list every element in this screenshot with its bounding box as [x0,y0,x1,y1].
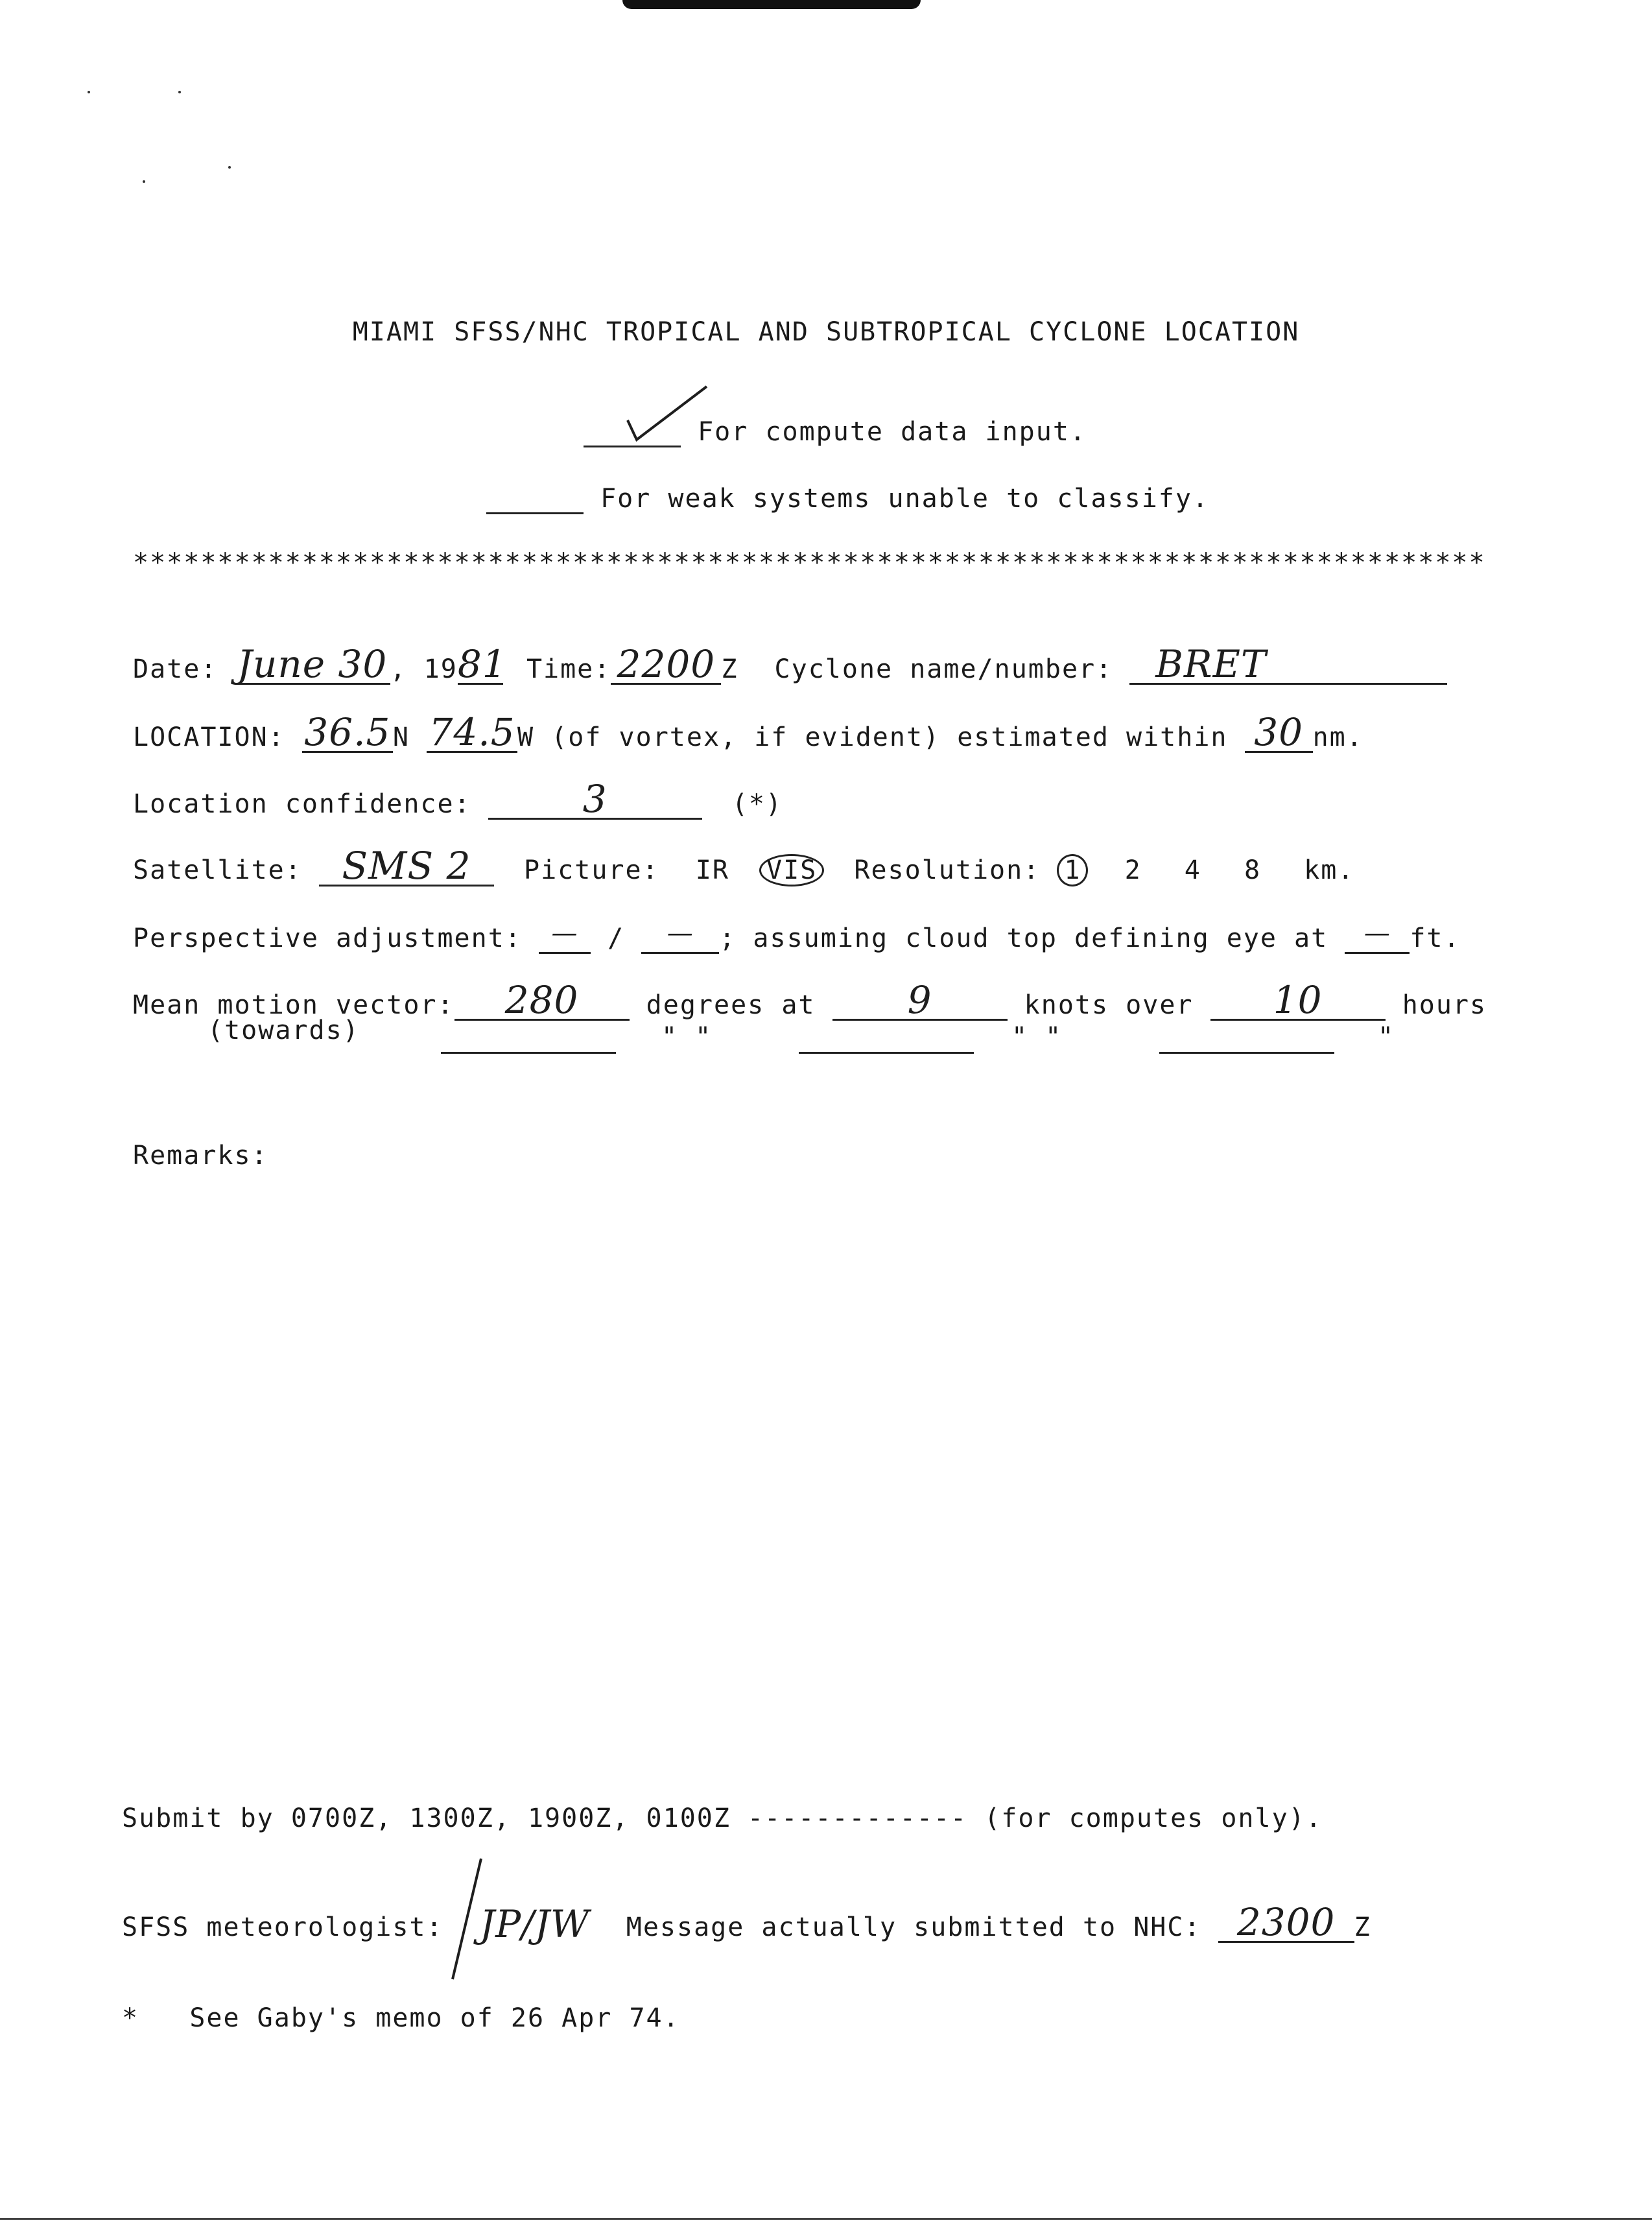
time-label: Time: [526,654,611,684]
perspective-value-1: — [539,914,591,954]
message-time-suffix: Z [1354,1912,1371,1942]
scan-speck [178,91,181,93]
motion-label: Mean motion vector: [133,990,454,1020]
date-label: Date: [133,654,218,684]
date-time-row [133,642,1447,686]
perspective-text: ; assuming cloud top defining eye at [719,923,1328,953]
cyclone-value: BRET [1129,645,1447,685]
weak-option-row [486,483,1209,514]
scan-speck [143,180,145,183]
ditto-degrees: " " [661,1022,713,1052]
signature-slash-mark [447,1855,486,1984]
towards-knots-blank [799,1023,974,1054]
resolution-unit: km. [1304,855,1355,885]
hours-label: hours [1402,990,1487,1020]
weak-option-label: For weak systems unable to classify. [600,484,1210,514]
ditto-knots: " " [1011,1022,1063,1052]
longitude-suffix: W [517,722,535,752]
resolution-8: 8 [1244,855,1262,885]
compute-option-label: For compute data input. [698,417,1087,447]
motion-hours-value: 10 [1210,981,1386,1021]
date-value: June 30 [235,645,390,685]
confidence-row [133,777,783,821]
within-value: 30 [1245,713,1313,753]
resolution-2: 2 [1124,855,1142,885]
within-unit: nm. [1312,722,1363,752]
picture-ir: IR [695,855,729,885]
resolution-4: 4 [1184,855,1201,885]
motion-degrees-value: 280 [454,981,630,1021]
message-label: Message actually submitted to NHC: [626,1912,1201,1942]
eye-height-unit: ft. [1410,923,1461,953]
time-suffix: Z [721,654,738,684]
perspective-value-2: — [641,914,719,954]
meteorologist-signature: JP/JW [479,1902,590,1946]
compute-check-blank [584,417,681,447]
perspective-label: Perspective adjustment: [133,923,522,953]
star-separator: ******************************************************************************** [133,548,1486,578]
knots-label: knots over [1024,990,1194,1020]
weak-check-blank [486,484,584,514]
location-label: LOCATION: [133,722,285,752]
confidence-label: Location confidence: [133,789,471,819]
perspective-slash: / [608,923,625,953]
latitude-suffix: N [392,722,410,752]
latitude-value: 36.5 [302,713,393,753]
meteorologist-label: SFSS meteorologist: [122,1912,443,1942]
confidence-note: (*) [731,789,783,819]
longitude-value: 74.5 [427,713,517,753]
submit-instructions: Submit by 0700Z, 1300Z, 1900Z, 0100Z ------------- (for computes only). [122,1803,1323,1833]
year-value: 81 [457,642,507,686]
cyclone-label: Cyclone name/number: [774,654,1113,684]
picture-label: Picture: [524,855,659,885]
resolution-label: Resolution: [854,855,1041,885]
form-title: MIAMI SFSS/NHC TROPICAL AND SUBTROPICAL CYCLONE LOCATION [352,317,1300,347]
resolution-1-circled: 1 [1057,854,1088,886]
perspective-row [133,914,1461,954]
scan-speck [88,91,90,93]
location-description: (of vortex, if evident) estimated within [551,722,1228,752]
scan-artifact-top [622,0,921,9]
remarks-label: Remarks: [133,1141,268,1171]
message-time-value: 2300 [1218,1903,1354,1943]
towards-degrees-blank [441,1023,616,1054]
picture-vis-circled: VIS [759,854,824,886]
scan-artifact-bottom [0,2218,1652,2220]
scan-speck [228,166,231,169]
satellite-label: Satellite: [133,855,302,885]
motion-towards-label: (towards) [207,1016,360,1045]
compute-option-row [584,416,1087,447]
motion-knots-value: 9 [832,981,1008,1021]
satellite-value: SMS 2 [319,847,494,886]
towards-hours-blank [1159,1023,1334,1054]
year-prefix: , 19 [390,654,458,684]
satellite-row [133,844,1355,888]
degrees-label: degrees at [646,990,816,1020]
time-value: 2200 [611,645,721,685]
meteorologist-row [122,1900,1371,1946]
memo-footnote: * See Gaby's memo of 26 Apr 74. [122,2003,680,2033]
confidence-value: 3 [488,780,702,820]
location-row [133,710,1363,754]
ditto-hours: " [1378,1022,1395,1052]
eye-height-value: — [1345,914,1410,954]
